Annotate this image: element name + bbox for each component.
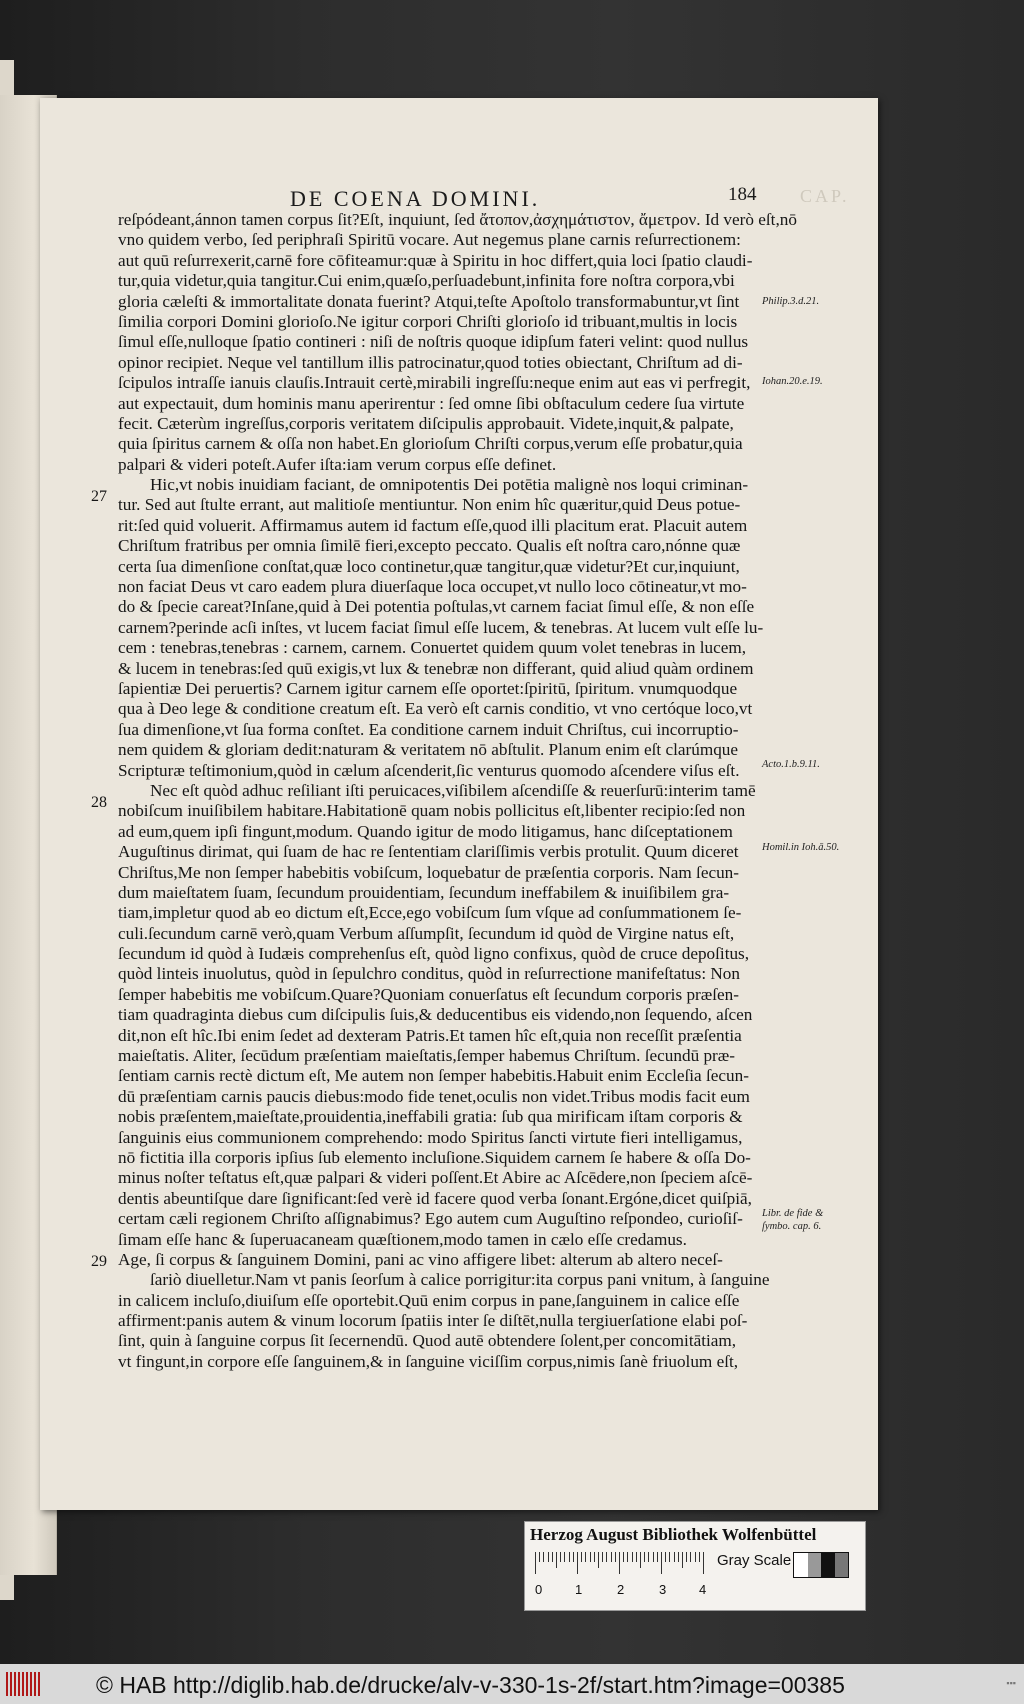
paragraph-number-27: 27 — [91, 488, 107, 505]
text-line: nobiſcum inuiſibilem habitare.Habitationē quam nobis pollicitus eſt,libenter recipio:ſed non — [118, 801, 746, 821]
footer-url[interactable]: © HAB http://diglib.hab.de/drucke/alv-v-330-1s-2f/start.htm?image=00385 — [96, 1672, 845, 1698]
ruler-tick — [695, 1552, 696, 1562]
text-line: ſimam eſſe hanc & ſuperuacaneam quæſtionem,modo tamen in cælo eſſe credamus. — [118, 1229, 687, 1249]
ruler-tick — [590, 1552, 591, 1562]
text-line: ſecundum id quòd à Iudæis comprehenſus eſt, quòd ligno confixus, quòd de cruce depoſitus, — [118, 944, 750, 964]
ruler-tick — [577, 1552, 578, 1574]
ruler-number: 1 — [575, 1582, 583, 1597]
text-line: tiam,impletur quod ab eo dictum eſt,Ecce,ego vobiſcum ſum vſque ad conſummationem ſe- — [118, 903, 742, 923]
ruler-tick — [556, 1552, 557, 1568]
ruler-tick — [581, 1552, 582, 1562]
library-name: Herzog August Bibliothek Wolfenbüttel — [530, 1525, 817, 1544]
text-line: ſcipulos intraſſe ianuis clauſis.Intrauit certè,mirabili ingreſſu:neque enim aut eas vi perfregit, — [118, 373, 751, 393]
text-line: ad eum,quem ipſi fingunt,modum. Quando igitur de modo litigamus, hanc diſceptationem — [118, 821, 733, 841]
ruler-tick — [594, 1552, 595, 1562]
viewer-footer — [0, 1664, 1024, 1704]
gray-swatch-black — [821, 1553, 835, 1577]
text-line: tur,quia videtur,quia tangitur.Cui enim,quæſo,perſuadebunt,infinita fore noſtra corpora,vbi — [118, 271, 735, 291]
ruler-tick — [548, 1552, 549, 1562]
ruler-tick — [665, 1552, 666, 1562]
text-line: Hic,vt nobis inuidiam faciant, de omnipotentis Dei potētia malignè nos loqui criminan- — [150, 475, 749, 495]
text-line: ſint, quin à ſanguine corpus ſit ſecernendū. Quod autē obtendere ſolent,per concomitātiam, — [118, 1331, 737, 1351]
text-line: gloria cæleſti & immortalitate donata fuerint? Atqui,teſte Apoſtolo transformabuntur,vt ſint — [118, 291, 740, 311]
ruler-tick — [653, 1552, 654, 1562]
ruler-tick — [682, 1552, 683, 1568]
ruler-tick — [644, 1552, 645, 1562]
text-line: aut quū reſurrexerit,carnē fore cōfiteamur:quæ à Spiritu in hoc differt,quia loci ſpatio claudi- — [118, 250, 753, 270]
text-line: qua à Deo lege & conditione creatum eſt. Ea verò eſt carnis conditio, vt vno certóque loco,vt — [118, 699, 753, 719]
page-number: 184 — [728, 184, 757, 205]
text-line: maieſtatis. Aliter, ſecūdum præſentiam maieſtatis,ſemper habemus Chriſtum. ſecundū præ- — [118, 1046, 735, 1066]
text-line: fecit. Cæterùm ingreſſus,corporis veritatem diſcipulis approbauit. Videte,inquit,& palpate, — [118, 413, 734, 433]
ruler-tick — [699, 1552, 700, 1562]
text-line: certam cæli regionem Chriſto aſſignabimus? Ego autem cum Auguſtino reſpondeo, curioſiſ- — [118, 1209, 743, 1229]
ruler-tick — [598, 1552, 599, 1568]
ruler-tick — [669, 1552, 670, 1562]
ruler-tick — [661, 1552, 662, 1574]
ruler-tick — [623, 1552, 624, 1562]
ruler-number: 4 — [699, 1582, 707, 1597]
text-line: ſimilia corpori Domini glorioſo.Ne igitur corpori Chriſti glorioſo id tribuant,multis in locis — [118, 311, 738, 331]
ruler-tick — [619, 1552, 620, 1574]
text-line: aut expectauit, dum hominis manu aperirentur : ſed omne ſibi obſtaculum cedere ſua virtute — [118, 393, 745, 413]
text-line: ſua dimenſione,vt ſua forma conſtet. Ea conditione carnem induit Chriſtus, cui incorruptio- — [118, 719, 739, 739]
text-line: dentis abeuntiſque dare ſignificant:ſed verè id facere quod verba ſonant.Ergóne,dicet quiſpiā, — [118, 1188, 752, 1208]
ruler-tick — [585, 1552, 586, 1562]
text-line: carnem?perinde acſi inſtes, vt lucem faciat ſimul eſſe lucem, & tenebras. At lucem vult eſſe lu- — [118, 617, 764, 637]
text-line: Scripturæ teſtimonium,quòd in cælum aſcenderit,ſic venturus quomodo aſcendere viſus eſt. — [118, 760, 740, 780]
ruler-tick — [648, 1552, 649, 1562]
gray-scale-swatch — [793, 1552, 849, 1578]
text-line: rit:ſed quid voluerit. Affirmamus autem id factum eſſe,quod illi placitum erat. Placuit autem — [118, 515, 748, 535]
gray-swatch-white — [794, 1553, 808, 1577]
text-line: minus noſter teſtatus eſt,quæ palpari & videri poſſent.Et Abire ac Aſcēdere,non ſpeciem aſcē- — [118, 1168, 753, 1188]
running-title: DE COENA DOMINI. — [290, 186, 541, 211]
ruler-tick — [657, 1552, 658, 1562]
ruler-tick — [636, 1552, 637, 1562]
marginal-note: Homil.in Ioh.ā.50. — [762, 842, 840, 853]
library-color-card — [524, 1521, 866, 1611]
footer-dots-icon: ▪▪▪ — [1006, 1678, 1016, 1688]
text-line: ſimul eſſe,nulloque ſpatio contineri : niſi de noſtris quoque idipſum fateri velint: quod nullus — [118, 332, 749, 352]
gray-swatch-dark — [835, 1553, 849, 1577]
paragraph-number-29: 29 — [91, 1253, 107, 1270]
text-line: Chriſtus,Me non ſemper habebitis vobiſcum, loquebatur de præſentia corporis. Nam ſecun- — [118, 862, 739, 882]
text-line: non faciat Deus vt caro eadem plura diuerſaque loca occupet,vt nullo loco cōtineatur,vt mo- — [118, 577, 747, 597]
text-line: quòd linteis inuolutus, quòd in ſepulchro conditus, quòd in reſurrectione manifeſtatus: Non — [118, 964, 740, 984]
ruler-tick — [606, 1552, 607, 1562]
ruler-tick — [690, 1552, 691, 1562]
text-line: dum maieſtatem ſuam, ſecundum prouidentiam, ſecundum ineffabilem & inuiſibilem gra- — [118, 882, 730, 902]
text-line: Age, ſi corpus & ſanguinem Domini, pani ac vino affigere libet: alterum ab altero neceſ- — [118, 1249, 723, 1269]
ruler-number: 3 — [659, 1582, 667, 1597]
text-line: vno quidem verbo, ſed periphraſi Spiritū vocare. Aut negemus plane carnis reſurrectionem: — [118, 230, 741, 250]
ruler-tick — [543, 1552, 544, 1562]
ruler-tick — [539, 1552, 540, 1562]
ruler-tick — [640, 1552, 641, 1568]
ruler-tick — [615, 1552, 616, 1562]
paragraph-number-28: 28 — [91, 794, 107, 811]
ruler-tick — [632, 1552, 633, 1562]
text-line: reſpódeant,ánnon tamen corpus ſit?Eſt, inquiunt, ſed ἄτοπον,ἀσχημάτιστον, ἄμετρον. Id verò eſt,nō — [118, 210, 797, 229]
marginal-note: Libr. de fide & ſymbo. cap. 6. — [762, 1208, 824, 1232]
text-line: palpari & videri poteſt.Aufer iſta:iam verum corpus eſſe definet. — [118, 454, 557, 474]
text-line: ſentiam carnis rectè dictum eſt, Me autem non ſemper habebitis.Habuit enim Eccleſia ſecun- — [118, 1066, 749, 1086]
ruler-tick — [573, 1552, 574, 1562]
ruler-tick — [678, 1552, 679, 1562]
ruler-tick — [686, 1552, 687, 1562]
show-through-text: CAP. — [800, 186, 850, 206]
ruler-tick — [674, 1552, 675, 1562]
text-line: quia ſpiritus carnem & oſſa non habet.En glorioſum Chriſti corpus,verum eſſe probatur,quia — [118, 434, 743, 454]
text-line: tiam quadraginta diebus cum diſcipulis ſuis,& deducentibus eis videndo,non ſequendo, aſcen — [118, 1005, 753, 1025]
text-line: Auguſtinus dirimat, qui ſuam de hac re ſententiam clariſſimis verbis protulit. Quum diceret — [118, 842, 739, 862]
ruler-tick — [564, 1552, 565, 1562]
text-line: nem quidem & gloriam dedit:naturam & veritatem nō abſtulit. Planum enim eſt clarúmque — [118, 740, 739, 760]
text-line — [118, 1372, 758, 1392]
marginal-note: Acto.1.b.9.11. — [762, 759, 820, 770]
gray-scale-label: Gray Scale — [717, 1552, 792, 1569]
marginal-note: Iohan.20.e.19. — [762, 376, 823, 387]
ruler-tick — [569, 1552, 570, 1562]
scale-ruler — [535, 1552, 705, 1574]
ruler-tick — [602, 1552, 603, 1562]
text-line: ſariò diuelletur.Nam vt panis ſeorſum à calice porrigitur:ita corpus pani vnitum, à ſanguine — [150, 1270, 770, 1290]
gray-swatch-mid — [808, 1553, 822, 1577]
text-line: in calicem incluſo,diuiſum eſſe oportebit.Quū enim corpus in pane,ſanguinem in calice eſſe — [118, 1290, 740, 1310]
text-line: nobis præſentem,maieſtate,prouidentia,ineffabili gratia: ſub qua mirificam iſtam corporis & — [118, 1107, 743, 1127]
ruler-tick — [535, 1552, 536, 1574]
text-line: ſemper habebitis me vobiſcum.Quare?Quoniam conuerſatus eſt ſecundum corporis præſen- — [118, 984, 739, 1004]
text-line: opinor recipiet. Neque vel tantillum illis patrocinatur,quod toties obiectant, Chriſtum ad di- — [118, 352, 743, 372]
text-line: & lucem in tenebras:ſed quū exigis,vt lux & tenebræ non differant, quid aliud quàm ordinem — [118, 658, 754, 678]
hab-logo-icon — [6, 1672, 46, 1696]
ruler-tick — [560, 1552, 561, 1562]
book-page — [40, 98, 878, 1510]
ruler-number: 0 — [535, 1582, 543, 1597]
ruler-number: 2 — [617, 1582, 625, 1597]
text-line: do & ſpecie careat?Inſane,quid à Dei potentia poſtulas,vt carnem faciat ſimul eſſe, & non eſſe — [118, 597, 755, 617]
text-line: ſapientiæ Dei peruertis? Carnem igitur carnem eſſe oportet:ſpiritū, ſpiritum. vnumquodque — [118, 678, 738, 698]
marginal-note: Philip.3.d.21. — [762, 296, 820, 307]
text-line: culi.ſecundum carnē verò,quam Verbum aſſumpſit, ſecundum id quòd de Virgine natus eſt, — [118, 923, 735, 943]
ruler-tick — [627, 1552, 628, 1562]
text-line: ſanguinis eius communionem comprehendo: modo Spiritus ſancti virtute fieri intelligamus, — [118, 1127, 743, 1147]
text-line: vt fingunt,in corpore eſſe ſanguinem,& in ſanguine viciſſim corpus,nimis ſanè friuolum eſt, — [118, 1351, 739, 1371]
text-line: dū præſentiam carnis paucis diebus:modo fide tenet,oculis non videt.Tribus modis facit eum — [118, 1086, 750, 1106]
text-line: tur. Sed aut ſtulte errant, aut malitioſe mentiuntur. Non enim hîc quæritur,quid Deus potue- — [118, 495, 741, 515]
text-line: dit,non eſt hîc.Ibi enim ſedet ad dexteram Patris.Et tamen hîc eſt,quia non receſſit præſentia — [118, 1025, 742, 1045]
text-line: affirment:panis autem & vinum locorum ſpatiis inter ſe diſtēt,nulla tergiuerſatione elabi poſ- — [118, 1311, 748, 1331]
text-line: nō fictitia illa corporis ipſius ſub elemento incluſione.Siquidem carnem ſe habere & oſſa Do- — [118, 1147, 751, 1167]
text-line: certa ſua dimenſione conſtat,quæ loco continetur,quæ tangitur,quæ videtur?Et cur,inquiunt, — [118, 556, 740, 576]
text-line: cem : tenebras,tenebras : carnem, carnem. Conuertet quidem quum volet tenebras in lucem, — [118, 638, 747, 658]
text-line: Chriſtum fratribus per omnia ſimilē fieri,excepto peccato. Qualis eſt noſtra caro,nónne quæ — [118, 536, 741, 556]
text-line: Nec eſt quòd adhuc reſiliant iſti peruicaces,viſibilem aſcendiſſe & reuerſurū:interim tamē — [150, 780, 756, 800]
ruler-tick — [552, 1552, 553, 1562]
ruler-tick — [703, 1552, 704, 1574]
ruler-tick — [611, 1552, 612, 1562]
